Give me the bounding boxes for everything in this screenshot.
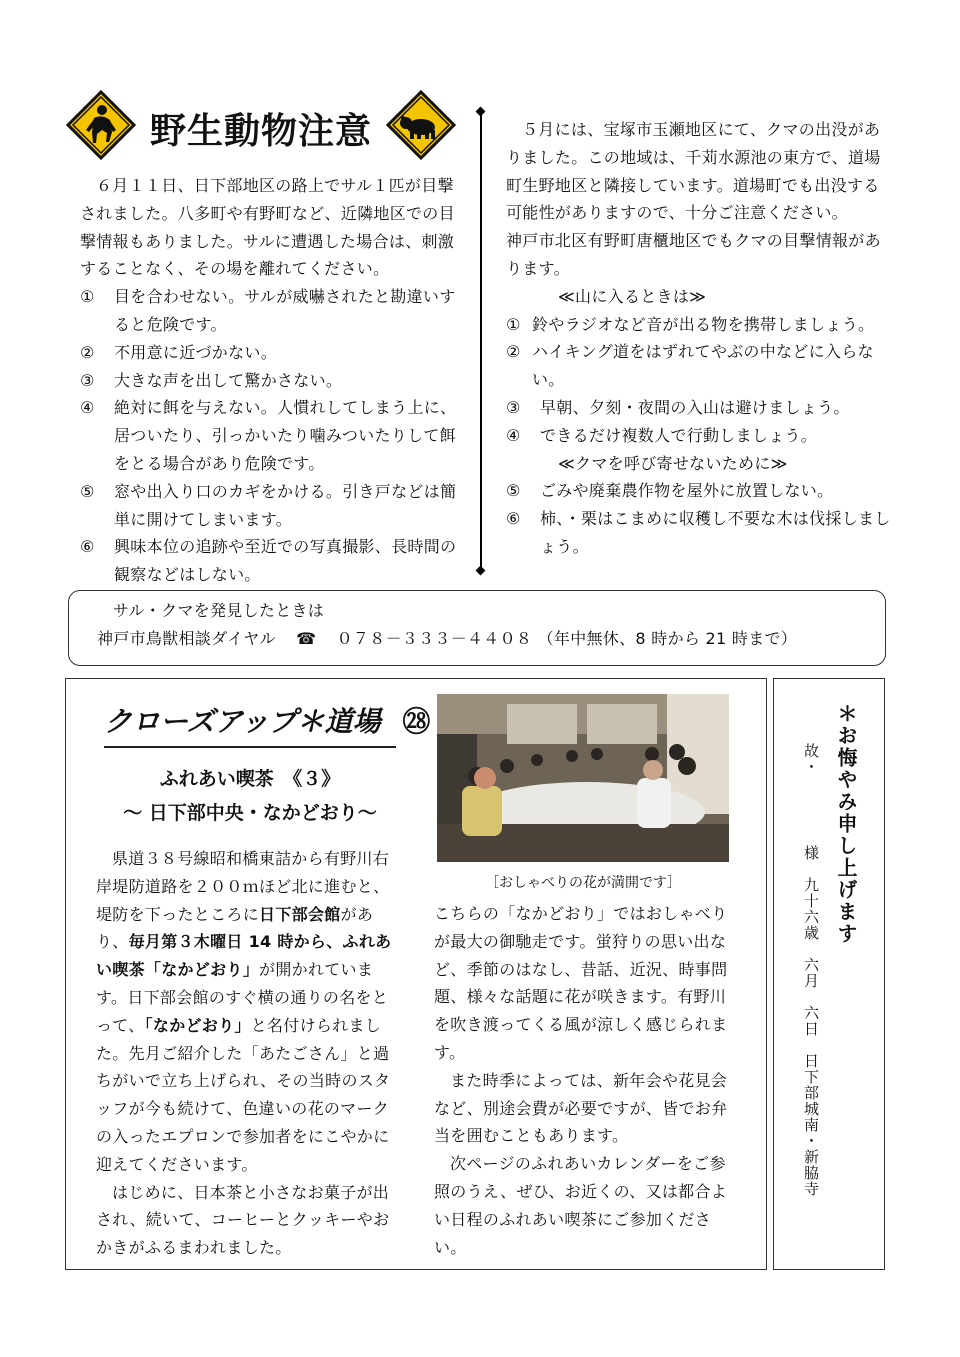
- closeup-subtitle-2: ～ 日下部中央・なかどおり～: [123, 802, 377, 824]
- closeup-column-2: [434, 900, 738, 1261]
- list-item: ③ 大きな声を出して驚かさない。: [80, 370, 343, 390]
- closeup-heading-text: クローズアップ＊道場: [104, 705, 381, 738]
- bear-heading: ≪クマを呼び寄せないために≫: [558, 453, 788, 473]
- closeup-column-1: [96, 845, 400, 1262]
- telephone-icon: ☎: [296, 629, 317, 648]
- wildlife-title: 野生動物注意: [150, 111, 373, 152]
- closeup-paragraph-1: 県道３８号線昭和橋東詰から有野川右岸堤防道路を２００ｍほど北に進むと、堤防を下ったところに日下部会館があり、毎月第３木曜日 14 時から、ふれあい喫茶「なかどおり」が開かれています。日下部会館のすぐ横の通りの名をとって、「なかどおり」と名付けられました。先月ご紹介した「あたごさん」と過ちがいで立ち上げられ、その当時のスタッフが今も続けて、色違いの花のマークの入ったエプロンで参加者をにこやかに迎えてくださいます。: [96, 849, 392, 1174]
- condolence-box: [773, 678, 885, 1270]
- list-item: ② ハイキング道をはずれてやぶの中などに入らない。: [506, 342, 874, 390]
- monkey-paragraph: ６月１１日、日下部地区の路上でサル１匹が目撃されました。八多町や有野町など、近隣地区での目撃情報もありました。サルに遭遇した場合は、刺激することなく、その場を離れてください。: [80, 176, 455, 279]
- column-divider: [480, 112, 482, 572]
- phone-number: ０７８－３３３－４４０８: [336, 629, 533, 648]
- condolence-text: [800, 743, 822, 1253]
- contact-name: 神戸市鳥獣相談ダイヤル: [97, 629, 276, 648]
- condolence-deceased-prefix: 故・: [802, 743, 820, 775]
- condolence-title: ＊お悔やみ申し上げます: [834, 703, 858, 945]
- list-item: ② 不用意に近づかない。: [80, 342, 278, 362]
- bear-warning-sign-icon: [386, 90, 456, 160]
- closeup-heading: [104, 700, 430, 740]
- closeup-paragraph-2: はじめに、日本茶と小さなお菓子が出され、続いて、コーヒーとクッキーやおかきがふるまわれました。: [96, 1182, 390, 1258]
- list-item: ⑥ 興味本位の追跡や至近での写真撮影、長時間の観察などはしない。: [80, 537, 457, 585]
- closeup-number: ㉘: [402, 705, 431, 738]
- divider-diamond: [476, 566, 486, 576]
- list-item: ⑥ 柿、・栗はこまめに収穫し不要な木は伐採しましょう。: [506, 509, 891, 556]
- monkey-warning-sign-icon: [66, 90, 136, 160]
- closeup-paragraph-4: また時季によっては、新年会や花見会など、別途会費が必要ですが、皆でお弁当を囲むこともあります。: [434, 1070, 728, 1146]
- contact-line: [97, 625, 797, 653]
- phone-hours: （年中無休、8 時から 21 時まで）: [537, 629, 798, 648]
- list-item: ① 鈴やラジオなど音が出る物を携帯しましょう。: [506, 314, 875, 334]
- list-item: ⑤ 窓や出入り口のカギをかける。引き戸などは簡単に開けてしまいます。: [80, 481, 457, 529]
- mountain-heading: ≪山に入るときは≫: [558, 286, 707, 306]
- bear-paragraph: ５月には、宝塚市玉瀬地区にて、クマの出没がありました。この地域は、千苅水源池の東方で、道場町生野地区と隣接しています。道場町でも出没する可能性がありますので、十分ご注意ください。: [506, 120, 881, 223]
- bear-section: [506, 116, 894, 561]
- list-item: ① 目を合わせない。サルが威嚇されたと勘違いすると危険です。: [80, 287, 456, 334]
- contact-box: [68, 590, 886, 666]
- bear-paragraph-2: 神戸市北区有野町唐櫃地区でもクマの目撃情報があります。: [506, 231, 881, 278]
- condolence-detail: 様 九十六歳 六月 六日 日下部城南・新脇寺: [802, 845, 820, 1197]
- divider-diamond: [476, 107, 486, 117]
- closeup-paragraph-3: こちらの「なかどおり」ではおしゃべりが最大の御馳走です。蛍狩りの思い出など、季節のはなし、昔話、近況、時事問題、様々な話題に花が咲きます。有野川を吹き渡ってくる風が涼しく感じられます。: [434, 904, 728, 1062]
- list-item: ⑤ ごみや廃棄農作物を屋外に放置しない。: [506, 481, 834, 501]
- heading-underline: [104, 746, 396, 748]
- cafe-photo: [437, 694, 729, 862]
- closeup-paragraph-5: 次ページのふれあいカレンダーをご参照のうえ、ぜひ、お近くの、又は都合よい日程のふれあい喫茶にご参加ください。: [434, 1154, 728, 1257]
- monkey-section: [80, 172, 458, 589]
- list-item: ④ 絶対に餌を与えない。人慣れしてしまう上に、居ついたり、引っかいたり噛みついたりして餌をとる場合があり危険です。: [80, 398, 457, 473]
- photo-caption: ［おしゃべりの花が満開です］: [485, 875, 681, 891]
- contact-heading: サル・クマを発見したときは: [113, 601, 325, 620]
- list-item: ④ できるだけ複数人で行動しましょう。: [506, 425, 818, 445]
- list-item: ③ 早朝、夕刻・夜間の入山は避けましょう。: [506, 397, 850, 417]
- closeup-subtitle-1: ふれあい喫茶 《３》: [159, 768, 341, 790]
